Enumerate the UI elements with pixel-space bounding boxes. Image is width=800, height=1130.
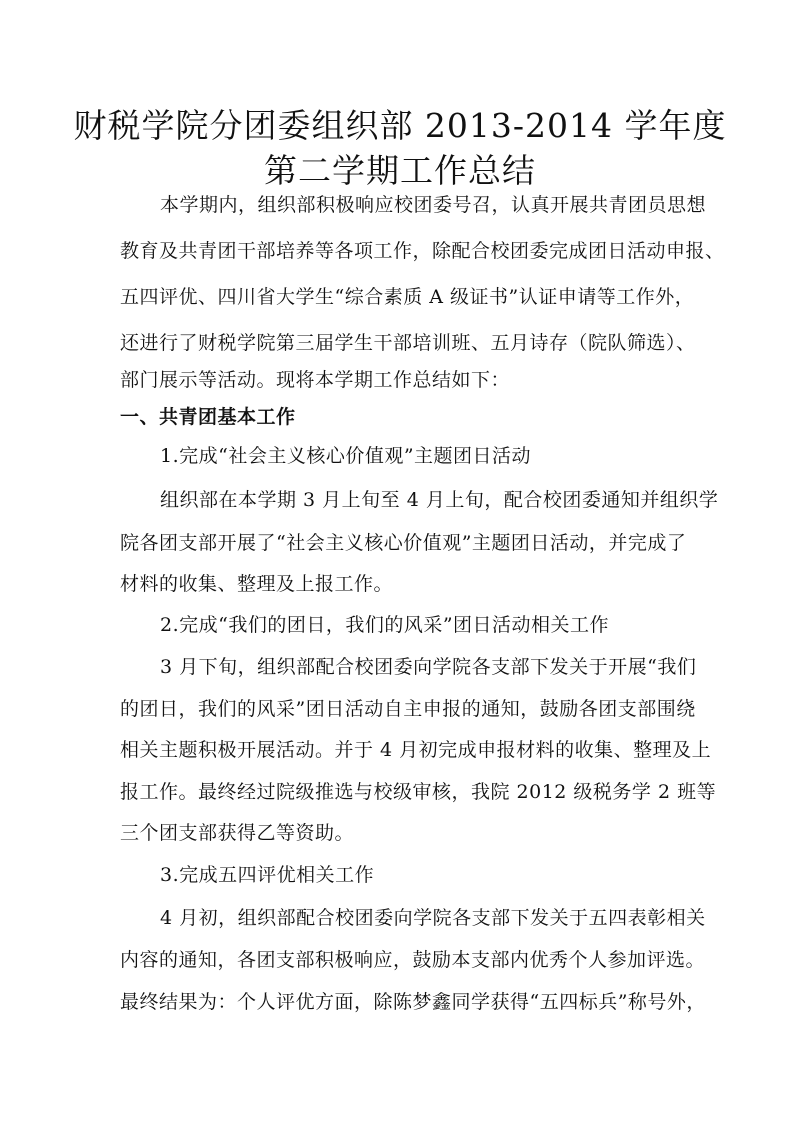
- paragraph-line: 院各团支部开展了“社会主义核心价值观”主题团日活动，并完成了: [120, 532, 687, 554]
- paragraph-line: 相关主题积极开展活动。并于 4 月初完成申报材料的收集、整理及上: [120, 739, 712, 761]
- subsection-heading: 1.完成“社会主义核心价值观”主题团日活动: [160, 445, 532, 467]
- subsection-heading: 3.完成五四评优相关工作: [160, 864, 375, 886]
- paragraph-line: 报工作。最终经过院级推选与校级审核，我院 2012 级税务学 2 班等: [120, 781, 717, 803]
- paragraph-line: 五四评优、四川省大学生“综合素质 A 级证书”认证申请等工作外，: [120, 286, 695, 308]
- paragraph-line: 教育及共青团干部培养等各项工作，除配合校团委完成团日活动申报、: [120, 240, 725, 262]
- document-title-line-1: 财税学院分团委组织部 2013-2014 学年度: [73, 106, 727, 145]
- section-heading: 一、共青团基本工作: [120, 406, 296, 428]
- paragraph-line: 3 月下旬，组织部配合校团委向学院各支部下发关于开展“我们: [160, 656, 697, 678]
- paragraph-line: 部门展示等活动。现将本学期工作总结如下：: [120, 369, 511, 391]
- paragraph-line: 4 月初，组织部配合校团委向学院各支部下发关于五四表彰相关: [160, 907, 706, 929]
- paragraph-line: 的团日，我们的风采”团日活动自主申报的通知，鼓励各团支部围绕: [120, 698, 696, 720]
- paragraph-line: 材料的收集、整理及上报工作。: [120, 573, 394, 595]
- paragraph-line: 内容的通知，各团支部积极响应，鼓励本支部内优秀个人参加评选。: [120, 949, 706, 971]
- paragraph-line: 还进行了财税学院第三届学生干部培训班、五月诗存（院队筛选）、: [120, 332, 696, 354]
- paragraph-line: 组织部在本学期 3 月上旬至 4 月上旬，配合校团委通知并组织学: [160, 489, 719, 511]
- document-title-line-2: 第二学期工作总结: [264, 151, 536, 190]
- paragraph-line: 三个团支部获得乙等资助。: [120, 822, 355, 844]
- paragraph-line: 本学期内，组织部积极响应校团委号召，认真开展共青团员思想: [160, 194, 707, 216]
- subsection-heading: 2.完成“我们的团日，我们的风采”团日活动相关工作: [160, 614, 610, 636]
- paragraph-line: 最终结果为：个人评优方面，除陈梦鑫同学获得“五四标兵”称号外，: [120, 991, 706, 1013]
